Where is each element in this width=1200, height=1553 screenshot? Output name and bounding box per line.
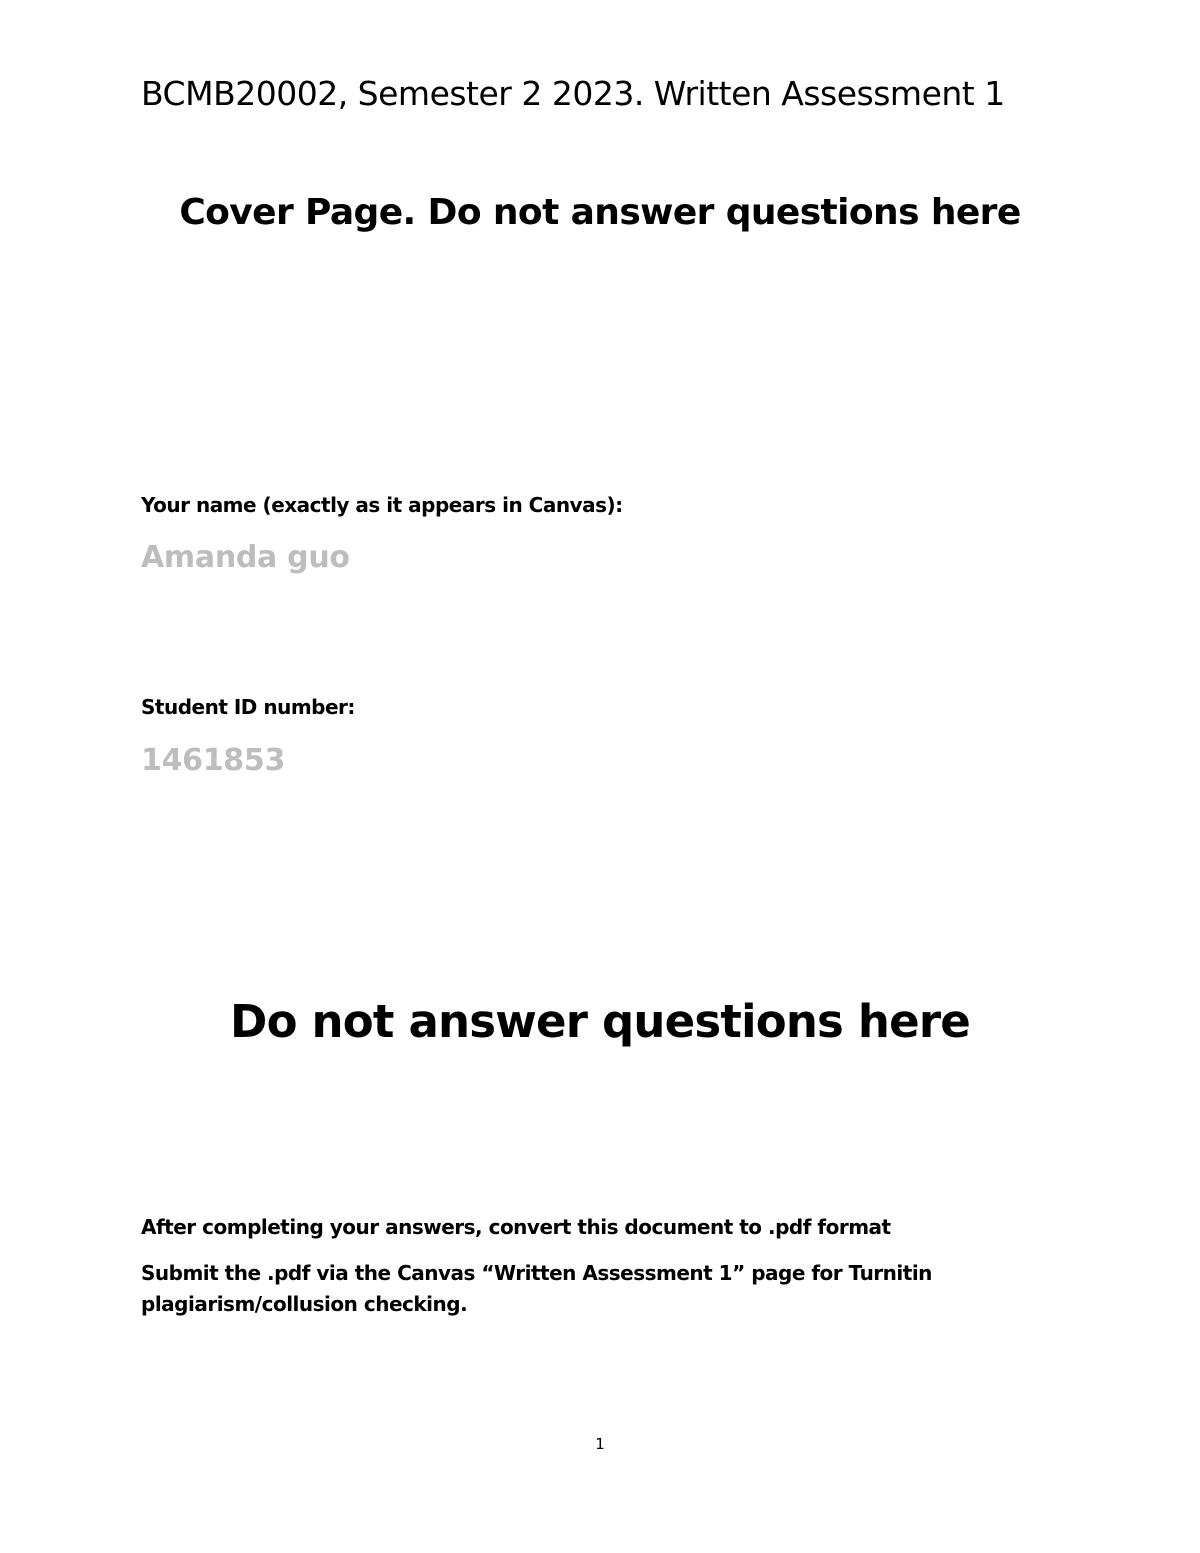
document-header: BCMB20002, Semester 2 2023. Written Assessment 1 — [141, 74, 1005, 113]
instruction-convert-pdf: After completing your answers, convert this document to .pdf format — [141, 1215, 891, 1239]
cover-page-title: Cover Page. Do not answer questions here — [179, 192, 1021, 233]
page-number: 1 — [595, 1435, 605, 1453]
name-field-value: Amanda guo — [141, 540, 350, 575]
warning-heading: Do not answer questions here — [230, 995, 970, 1048]
student-id-label: Student ID number: — [141, 695, 355, 719]
instruction-submit-canvas: Submit the .pdf via the Canvas “Written Assessment 1” page for Turnitin plagiarism/collusion checking. — [141, 1261, 932, 1316]
name-field-label: Your name (exactly as it appears in Canvas): — [141, 493, 623, 517]
student-id-value: 1461853 — [141, 743, 286, 778]
